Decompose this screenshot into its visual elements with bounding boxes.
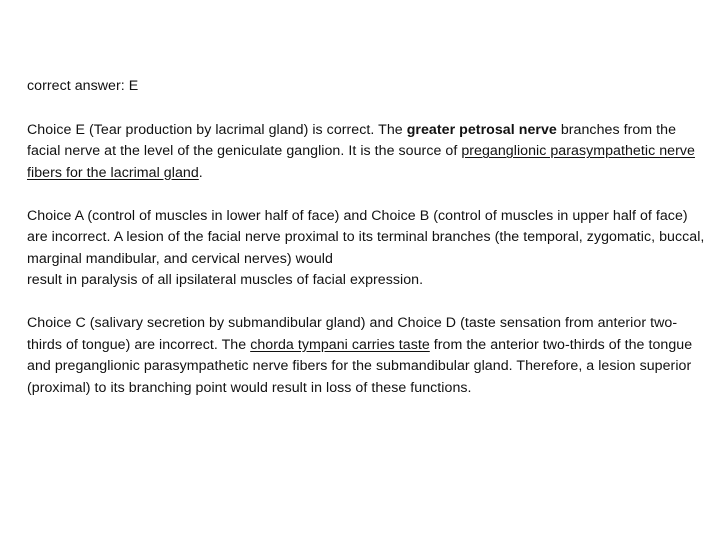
- greater-petrosal-nerve-term: greater petrosal nerve: [406, 121, 557, 138]
- choice-cd-text-2: from the anterior two-thirds of the tongue and preganglionic parasympathetic nerve fibers for the submandibular gland. Therefore, a lesion superior (proximal) to its branching point would result in loss of these functions.: [27, 336, 693, 396]
- correct-answer-text: correct answer: E: [27, 78, 139, 94]
- choice-cd-paragraph: [27, 313, 707, 399]
- choice-cd-text-1: Choice C (salivary secretion by submandibular gland) and Choice D (taste sensation from anterior two-thirds of tongue) are incorrect. The: [27, 315, 678, 353]
- choice-e-text-2: branches from the facial nerve at the level of the geniculate ganglion. It is the source of: [27, 121, 677, 159]
- chorda-tympani-underlined: chorda tympani carries taste: [250, 336, 430, 353]
- choice-ab-text-2: result in paralysis of all ipsilateral muscles of facial expression.: [27, 272, 424, 288]
- answer-explanation: [27, 76, 707, 421]
- choice-e-paragraph: [27, 120, 707, 185]
- choice-ab-text-1: Choice A (control of muscles in lower half of face) and Choice B (control of muscles in upper half of face) are incorrect. A lesion of the facial nerve proximal to its terminal branches (the temporal, zygomatic, buccal, marginal mandibular, and cervical nerves) would: [27, 207, 705, 267]
- preganglionic-fibers-underlined: preganglionic parasympathetic nerve fibers for the lacrimal gland: [27, 143, 695, 181]
- choice-ab-paragraph: [27, 206, 707, 292]
- choice-e-text-3: .: [198, 164, 203, 181]
- choice-e-text-1: Choice E (Tear production by lacrimal gland) is correct. The: [27, 121, 407, 138]
- correct-answer-line: [27, 76, 707, 98]
